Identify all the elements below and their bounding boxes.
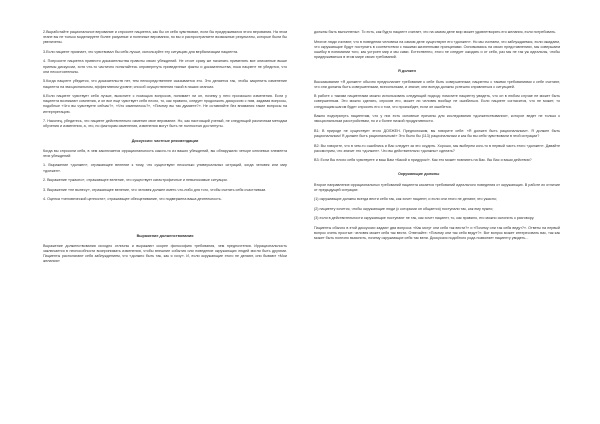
paragraph: Высказывание «Я должен» обычно предполагает требование к себе быть совершенным; пациенты с такими требованиями к себе считают, что они должны быть совершенными, всесильными, и значит, они всегда должны успешно справляться с ситуацией. [314, 79, 560, 89]
paragraph: Важно подчеркнуть пациентам, что у них есть основные причины для исследования «долженствования», которое ведет не только к эмоциональным расстройствам, но и к более низкой продуктивности. [314, 114, 560, 124]
paragraph: В3: Если Вы плохо себя чувствуете и ваш Вам «Какой я придурок!». Как это может повлиять на Вас. Вы Вас и ваши действия? [314, 158, 532, 163]
left-column [43, 30, 287, 269]
paragraph: Когда вы спросили себя, в чем заключается иррациональность какого-то из ваших убеждений, вы обнаружили четыре ключевых элемента этих убеждений: [43, 148, 287, 158]
paragraph: 6.Если пациент чувствует себя лучше, выясните с помощью вопросов, понимает ли он, почему у него произошли изменения. Если у пациента возникают сомнения, и он все еще чувствует себя плохо, то, как правило, следует продолжить дискуссию с ним, задавая вопросы, подобные «Что вы чувствуете сейчас?», «Что изменилось?», «Почему вы так думаете?». Не оставляйте без внимания такие вопросы на интерпретацию. [43, 94, 287, 114]
paragraph: В работе с такими пациентами можно использовать следующий подход: помогите пациенту увидеть, что он в любом случае не может быть совершенным. Это можно сделать, спросив его, может ли человек вообще не ошибаться. Если пациент согласится, что не может, то следующим шагом будет спросить его о том, что произойдет, если он ошибется. [314, 94, 560, 109]
paragraph: (2) пациенту хочется, чтобы окружающие люди (с которыми он общается) поступали так, как ему нужно; [314, 206, 494, 211]
paragraph: (3) если в действительности окружающие поступают не так, как хочет пациент, то, как правило, его можно склонить к разговору. [314, 216, 535, 221]
paragraph: должны быть выполнены». То есть, как будто пациент считает, что на самом деле мир может удовлетворять его желания, если потребовать. [314, 30, 557, 34]
paragraph: В1: В природе не существует этого ДОЛЖЕН. Предположим, вы говорите себе: «Я должен быть рациональным». Я должен быть рациональным! Я должен быть рациональным!» Это было бы (113) рациональным и как бы вы себя чувствовали в этой ситуации? [314, 128, 560, 139]
paragraph: Второе направление иррациональных требований пациента касается требований идеального поведения от окружающих. В работе их отличие от предыдущей ситуации: [314, 182, 560, 192]
paragraph: Выражение долженствования исходно отличны и выражают скорее философию требования, чем предпочтения. Иррациональность заключается в неспособности воспринимать изменения, чтобы внешние события или поведение окружающих людей могли быть другими. Пациенты располагают себя заблуждением, что «должно быть так, как я хочу». И, если окружающие этого не делают, они бывают «Мои желания» [43, 243, 287, 264]
paragraph: 4. Оценка «человеческой ценности», отражающее обесценивание, что подвержена ваша деятельность. [43, 197, 222, 202]
right-column [314, 30, 560, 246]
paragraph: Многие люди считают, что в поведении человека на самом деле существуют его «должен». Но мы считаем, что заблуждаемся, если ожидаем, что окружающие будут поступать в соответствии с нашими жизненными принципами. Основываясь на своих представлениях, мы совершаем ошибку в понимании того, как устроен мир и мы сами. Естественно, этого не следует ожидать и от себя, раз мы не так уж идеальны, чтобы придерживаться в этом мире своих требований. [314, 39, 560, 60]
paragraph: 2.Выработайте рациональное верование и спросите пациента, как бы он себя чувствовал, если бы придерживался этого верования. На этом этапе вы не только моделируете более разумные и полезные верования, но вы и распространяете возможные результаты, которые были бы увеличены. [43, 30, 287, 45]
paragraph: 2. Выражение «ужасно», отражающее веление, что существует катастрофичные и невыносимые ситуации. [43, 178, 228, 183]
paragraph: 5.Когда пациент убедится, что доказательств нет, тем непосредственнее сказывается это. Это делается так, чтобы закрепить изменение пациента на эмоциональном, эффективном уровне; способ осуществления такой в наших сеансах. [43, 79, 287, 89]
paragraph: 3.Если пациент признает, что чувствовал бы себя лучше, используйте эту ситуацию для вербализации пациента. [43, 49, 239, 54]
section-heading: Выражение долженствования [136, 233, 194, 238]
paragraph: 4. Попросите пациента привести доказательства правоты своих убеждений. Не стоит сразу же начинать применять все описанные выше приемы дискуссии, хотя что-то частично попытайтесь опровергнуть приведенные факты и доказательства, пока пациент не убедится, что они несостоятельны. [43, 59, 287, 74]
section-heading: Дискуссии: частные рекомендации [131, 138, 199, 143]
paragraph: Пациенты обычно в этой дискуссии задают два вопроса: «Как могут они себя так вести?» и «Почему они так себя ведут?». Ответы на первый вопрос очень простые: человек может себя так вести. Отвечайте: «Почему они так себя ведут?». Вот вопрос может интересовать вас, так как может быть полезно выяснить, почему окружающие себя так вели. Дискуссия подобного рода позволяет пациенту увидеть... [314, 225, 560, 241]
paragraph: 7. Наконец, убедитесь, что пациент действительно изменил свое верование. Но, как настоящий ученый, не следующий различным методам обучения и изменения, а, что, по факторам изменения, изменения могут быть не полностью достигнуты. [43, 119, 287, 129]
paragraph: 3. Выражение «не вынесу», отражающее веление, что человек должен иметь что-либо для того, чтобы считать себя счастливым. [43, 187, 267, 192]
section-heading: Окружающие должны [398, 172, 440, 177]
paragraph: (1) окружающие должны всегда вести себя так, как хочет пациент, и если они этого не делают, это ужасно; [314, 197, 497, 202]
paragraph: В2: Вы говорите, что в чем-то ошиблись и Вас следует за это осудить. Хорошо, мы выберем кого-то в первый часть этого «должен». Давайте рассмотрим, что значит это «должен». Что вы действительно «должны» сделать? [314, 143, 560, 153]
section-heading: Я должен [398, 69, 416, 74]
paragraph: 1. Выражение «должен», отражающее веление к тому, что существуют несколько универсальных ситуаций, когда человек или мир «должен». [43, 163, 287, 173]
